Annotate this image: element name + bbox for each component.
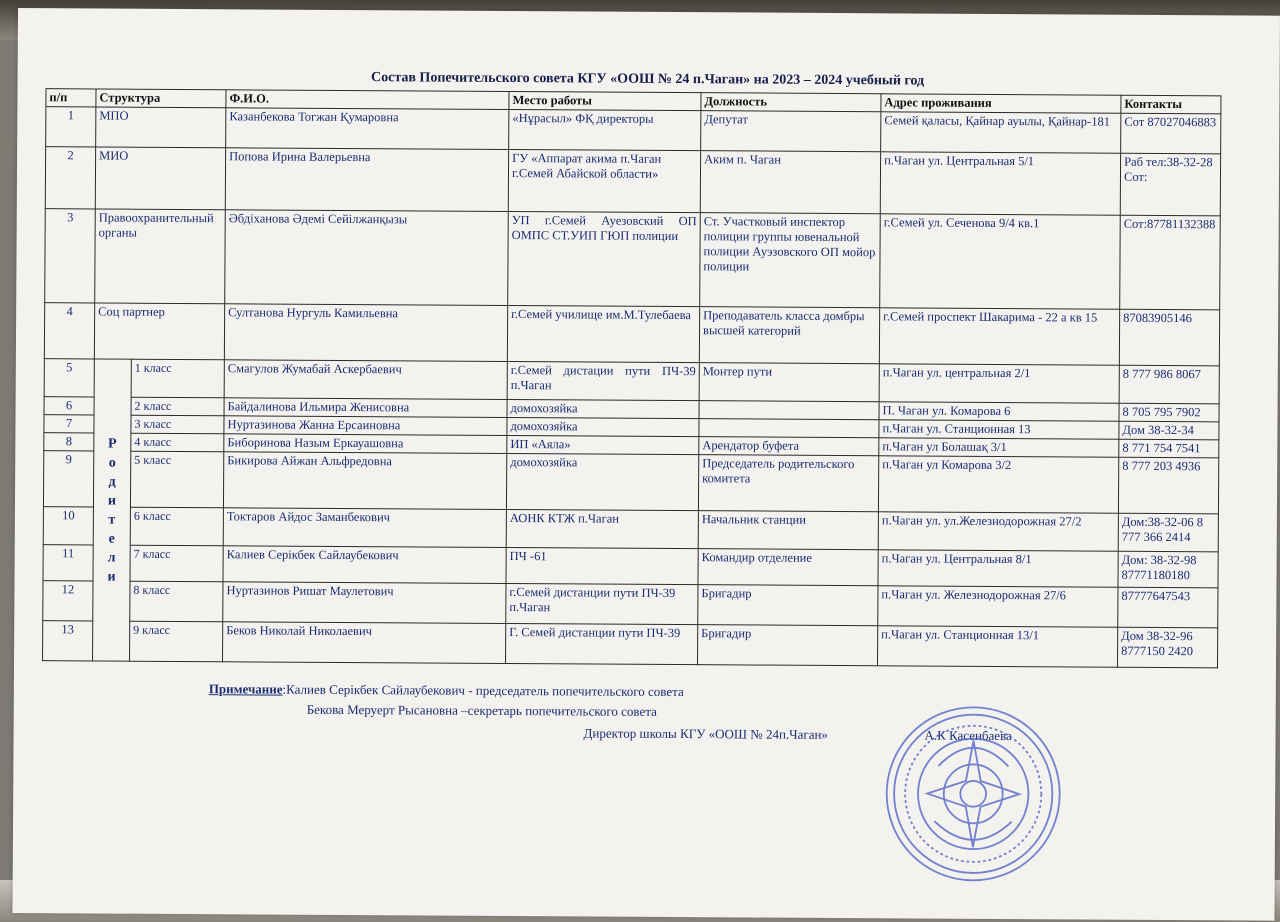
row-num: 13 xyxy=(43,621,93,661)
row-work: домохозяйка xyxy=(506,453,698,510)
note-line-chairman xyxy=(209,679,684,702)
row-name: Бикирова Айжан Альфредовна xyxy=(223,452,506,510)
row-work: г.Семей училище им.М.Тулебаева xyxy=(507,305,699,362)
header-num: п/п xyxy=(46,89,96,107)
row-name: Беков Николай Николаевич xyxy=(223,622,506,664)
row-num: 6 xyxy=(44,397,94,415)
header-address: Адрес проживания xyxy=(881,94,1121,113)
row-num: 10 xyxy=(43,507,93,545)
row-work: домохозяйка xyxy=(507,399,699,418)
row-position: Арендатор буфета xyxy=(699,437,879,456)
header-contacts: Контакты xyxy=(1121,95,1221,114)
row-work: г.Семей дистации пути ПЧ-39 п.Чаган xyxy=(507,361,699,400)
row-position: Председатель родительского комитета xyxy=(698,455,878,512)
row-num: 7 xyxy=(44,415,94,433)
row-name: Попова Ирина Валерьевна xyxy=(225,148,508,212)
row-num: 11 xyxy=(43,545,93,581)
director-title: Директор школы КГУ «ООШ № 24п.Чаган» xyxy=(583,725,829,742)
row-num: 5 xyxy=(44,359,94,397)
row-position: Бригадир xyxy=(698,585,878,626)
row-grade: 7 класс xyxy=(130,545,223,582)
row-address: п.Чаган ул. ул.Железнодорожная 27/2 xyxy=(878,512,1118,551)
row-grade: 8 класс xyxy=(130,581,223,622)
row-work: Г. Семей дистанции пути ПЧ-39 xyxy=(506,623,698,664)
table-row xyxy=(44,303,1219,366)
row-work: домохозяйка xyxy=(507,417,699,436)
table-row xyxy=(45,209,1221,310)
row-grade: 9 класс xyxy=(130,621,223,662)
row-position: Монтер пути xyxy=(699,363,879,402)
row-address: п.Чаган ул. Железнодорожная 27/6 xyxy=(878,586,1118,627)
row-contacts: Раб тел:38-32-28 Сот: xyxy=(1120,153,1220,216)
row-position: Бригадир xyxy=(698,625,878,666)
row-grade: 5 класс xyxy=(130,451,223,508)
row-contacts: 8 771 754 7541 xyxy=(1119,439,1219,458)
row-work: г.Семей дистанции пути ПЧ-39 п.Чаган xyxy=(506,583,698,624)
document-title: Состав Попечительского совета КГУ «ООШ № 24 п.Чаган» на 2023 – 2024 учебный год xyxy=(370,70,925,89)
row-work: «Нұрасыл» ФҚ директоры xyxy=(509,110,701,151)
council-table xyxy=(42,88,1221,668)
row-num: 2 xyxy=(45,147,95,209)
row-name: Нуртазинов Ришат Маулетович xyxy=(223,582,506,624)
row-address: Семей қаласы, Қайнар ауылы, Қайнар-181 xyxy=(881,112,1121,153)
header-work: Место работы xyxy=(509,92,701,111)
row-structure: МПО xyxy=(96,107,226,148)
row-structure: Правоохранительный органы xyxy=(95,209,226,304)
row-contacts: Дом:38-32-06 8 777 366 2414 xyxy=(1118,513,1218,552)
row-position: Аким п. Чаган xyxy=(700,151,880,214)
row-address: п.Чаган ул. Центральная 5/1 xyxy=(880,152,1120,215)
row-contacts: 87083905146 xyxy=(1119,309,1219,366)
row-name: Байдалинова Ильмира Женисовна xyxy=(224,398,507,418)
notes xyxy=(209,679,684,722)
row-position: Ст. Участковый инспектор полиции группы ювенальной полиции Ауэзовского ОП мойор полиции xyxy=(700,213,881,308)
row-name: Нуртазинова Жанна Ерсаиновна xyxy=(224,416,507,436)
row-address: п.Чаган ул. Станционная 13/1 xyxy=(878,626,1118,667)
row-contacts: 87777647543 xyxy=(1118,587,1218,628)
row-name: Әбдіханова Әдемі Сейілжанқызы xyxy=(225,210,509,306)
header-name: Ф.И.О. xyxy=(226,90,509,110)
row-grade: 3 класс xyxy=(131,415,224,434)
row-num: 8 xyxy=(44,433,94,451)
row-address: п.Чаган ул Комарова 3/2 xyxy=(878,456,1118,513)
row-grade: 4 класс xyxy=(131,433,224,452)
note-secretary: Бекова Меруерт Рысановна –секретарь попечительского совета xyxy=(306,701,657,719)
row-address: п.Чаган ул. центральная 2/1 xyxy=(879,364,1119,403)
row-address: г.Семей ул. Сеченова 9/4 кв.1 xyxy=(880,214,1121,309)
row-num: 12 xyxy=(43,581,93,621)
document-sheet xyxy=(12,8,1280,921)
row-address: П. Чаган ул. Комарова 6 xyxy=(879,402,1119,421)
header-position: Должность xyxy=(701,93,881,112)
row-grade: 1 класс xyxy=(131,359,224,398)
row-work: УП г.Семей Ауезовский ОП ОМПС СТ.УИП ГЮП полиции xyxy=(508,211,701,306)
row-position: Депутат xyxy=(701,111,881,152)
row-address: г.Семей проспект Шакарима - 22 а кв 15 xyxy=(879,308,1119,365)
row-name: Токтаров Айдос Заманбекович xyxy=(223,508,506,548)
table-row xyxy=(45,147,1220,216)
row-structure: МИО xyxy=(95,147,225,210)
row-num: 4 xyxy=(44,303,94,359)
row-contacts: Дом 38-32-34 xyxy=(1119,421,1219,440)
row-num: 1 xyxy=(46,107,96,147)
row-position xyxy=(699,401,879,420)
row-work: ИП «Аяла» xyxy=(507,435,699,454)
row-position: Преподаватель класса домбры высшей категорий xyxy=(699,307,879,364)
row-contacts: Дом: 38-32-98 87771180180 xyxy=(1118,551,1218,588)
row-num: 3 xyxy=(45,209,96,303)
header-structure: Структура xyxy=(96,89,226,108)
row-contacts: Сот 87027046883 xyxy=(1121,113,1221,154)
row-name: Султанова Нургуль Камильевна xyxy=(224,304,507,362)
row-name: Смагулов Жумабай Аскербаевич xyxy=(224,360,507,400)
row-address: п.Чаган ул. Станционная 13 xyxy=(879,420,1119,439)
row-work: ПЧ -61 xyxy=(506,547,698,584)
row-contacts: Дом 38-32-96 8777150 2420 xyxy=(1118,627,1218,668)
row-structure: Соц партнер xyxy=(94,303,224,360)
row-num: 9 xyxy=(43,451,93,507)
row-name: Биборинова Назым Еркауашовна xyxy=(224,434,507,454)
director-name: А.К Касенбаева xyxy=(924,727,1012,744)
row-contacts: 8 777 986 8067 xyxy=(1119,365,1219,404)
row-contacts: 8 777 203 4936 xyxy=(1118,457,1218,514)
row-address: п.Чаган ул. Центральная 8/1 xyxy=(878,550,1118,587)
note-label: Примечание xyxy=(208,681,283,697)
note-chairman: :Калиев Серікбек Сайлаубекович - председатель попечительского совета xyxy=(282,681,684,700)
row-position xyxy=(699,419,879,438)
row-grade: 2 класс xyxy=(131,397,224,416)
row-grade: 6 класс xyxy=(130,507,223,546)
row-position: Начальник станции xyxy=(698,511,878,550)
row-address: п.Чаган ул Болашақ 3/1 xyxy=(879,438,1119,457)
row-contacts: 8 705 795 7902 xyxy=(1119,403,1219,422)
row-position: Командир отделение xyxy=(698,549,878,586)
row-contacts: Сот:87781132388 xyxy=(1120,215,1221,310)
row-work: ГУ «Аппарат акима п.Чаган г.Семей Абайской области» xyxy=(508,149,700,212)
row-name: Казанбекова Тогжан Қумаровна xyxy=(226,108,509,150)
row-work: АОНК КТЖ п.Чаган xyxy=(506,509,698,548)
parents-label: Р о д и т е л и xyxy=(93,359,132,661)
table-row xyxy=(43,451,1218,514)
seal-stamp-icon xyxy=(881,701,1066,886)
table-row xyxy=(43,621,1218,668)
row-name: Калиев Серікбек Сайлаубекович xyxy=(223,546,506,584)
